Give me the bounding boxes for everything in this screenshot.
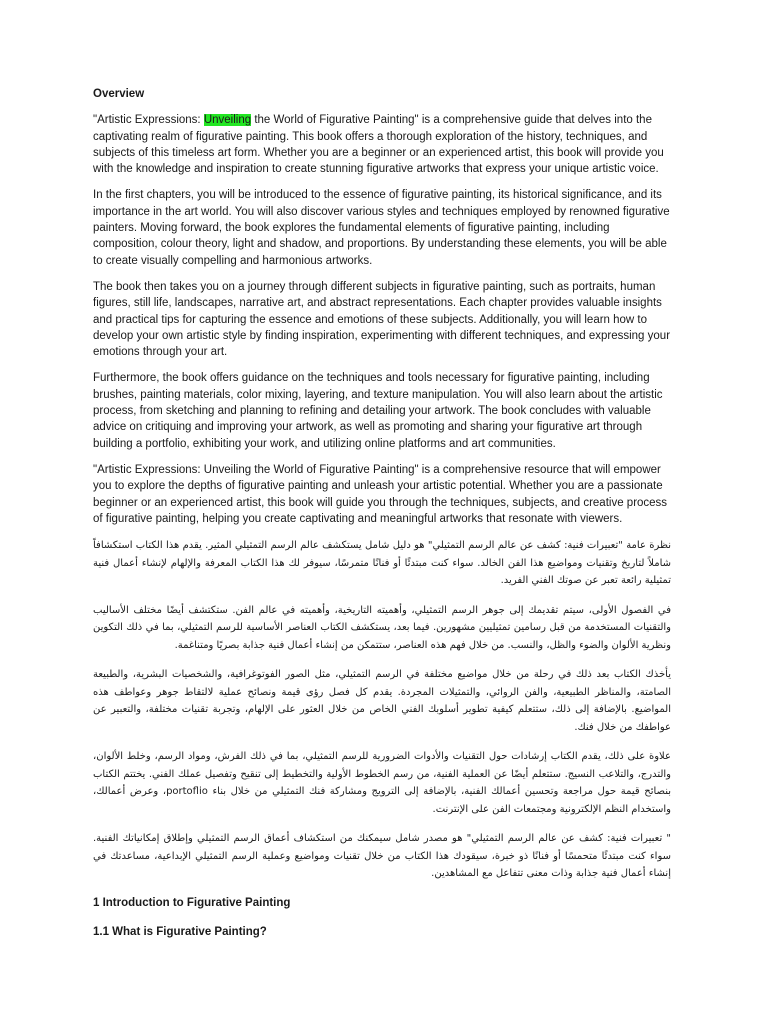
arabic-paragraph-subjects: يأخذك الكتاب بعد ذلك في رحلة من خلال مواضيع مختلفة في الرسم التمثيلي، مثل الصور الفوتوغرافية، والشخصيات البشرية، والطبيعة الصامتة، والمناظر الطبيعية، والفن الروائي، والتمثيلات المجردة. يقدم كل فصل رؤى قيمة ونصائح عملية لالتقاط جوهر وعواطف هذه المواضيع. بالإضافة إلى ذلك، ستتعلم كيفية تطوير أسلوبك الفني الخاص من خلال العثور على الإلهام، وتجربة تقنيات مختلفة، والتعبير عن عواطفك من خلال فنك. [93, 669, 671, 733]
arabic-paragraph-overview: نظرة عامة "تعبيرات فنية: كشف عن عالم الرسم التمثيلي" هو دليل شامل يستكشف عالم الرسم التمثيلي المثير. يقدم هذا الكتاب استكشافاً شاملاً لتاريخ وتقنيات ومواضيع هذا الفن الخالد. سواء كنت مبتدئًا أو فنانًا متمرسًا، سيوفر لك هذا الكتاب المعرفة والإلهام لإنشاء أعمال فنية تمثيلية رائعة تعبر عن صوتك الفني الفريد. [93, 540, 671, 587]
section-heading-1: 1 Introduction to Figurative Painting [93, 896, 291, 909]
overview-heading: Overview [93, 88, 145, 100]
paragraph-techniques: Furthermore, the book offers guidance on the techniques and tools necessary for figurative painting, including brushes, painting materials, color mixing, layering, and texture manipulation. You will also learn about the artistic process, from sketching and planning to refining and detailing your artwork. The book concludes with valuable advice on critiquing and improving your artwork, as well as promoting and sharing your figurative art through building a portfolio, exhibiting your work, and utilizing online platforms and art communities. [93, 372, 663, 450]
arabic-paragraph-techniques: علاوة على ذلك، يقدم الكتاب إرشادات حول التقنيات والأدوات الضرورية للرسم التمثيلي، بما في ذلك الفرش، ومواد الرسم، وخلط الألوان، والتدرج، والتلاعب النسيج. ستتعلم أيضًا عن العملية الفنية، من رسم الخطوط الأولية والتخطيط إلى تنقيح وتفصيل عملك الفني. يختتم الكتاب بنصائح قيمة حول مراجعة وتحسين أعمالك الفنية، بالإضافة إلى الترويج ومشاركة فنك التمثيلي من خلال بناء portoflio، وعرض أعمالك، واستخدام النظم الإلكترونية ومجتمعات الفن على الإنترنت. [93, 751, 671, 815]
paragraph-intro [93, 112, 671, 177]
paragraph-first-chapters: In the first chapters, you will be introduced to the essence of figurative painting, its historical significance, and its importance in the art world. You will also discover various styles and techniques employed by renowned figurative painters. Moving forward, the book explores the fundamental elements of figurative painting, including composition, colour theory, light and shadow, and proportions. By understanding these elements, you will be able to create visually compelling and harmonious artworks. [93, 189, 670, 267]
intro-text-rest: the World of Figurative Painting" is a comprehensive guide that delves into the captivating realm of figurative painting. This book offers a thorough exploration of the history, techniques, and subjects of this timeless art form. Whether you are a beginner or an experienced artist, this book will provide you with the knowledge and inspiration to create stunning figurative artworks that express your unique artistic voice. [93, 114, 664, 176]
highlighted-word: Unveiling [203, 114, 252, 127]
document-page [93, 86, 671, 953]
arabic-paragraph-summary: " تعبيرات فنية: كشف عن عالم الرسم التمثيلي" هو مصدر شامل سيمكنك من استكشاف أعماق الرسم التمثيلي وإطلاق إمكانياتك الفنية. سواء كنت مبتدئًا متحمسًا أو فنانًا ذو خبرة، سيقودك هذا الكتاب من خلال تقنيات ومواضيع وعملية الرسم التمثيلي الإبداعية، مساعدتك في إنشاء أعمال فنية جذابة وذات معنى تتفاعل مع المشاهدين. [93, 833, 671, 880]
paragraph-summary: "Artistic Expressions: Unveiling the World of Figurative Painting" is a comprehensive resource that will empower you to explore the depths of figurative painting and unleash your artistic potential. Whether you are a passionate beginner or an experienced artist, this book will guide you through the techniques, subjects, and creative process of figurative painting, helping you create captivating and meaningful artworks that resonate with viewers. [93, 463, 668, 525]
intro-text-start: "Artistic Expressions: [93, 114, 204, 127]
arabic-paragraph-first-chapters: في الفصول الأولى، سيتم تقديمك إلى جوهر الرسم التمثيلي، وأهميته التاريخية، وأهميته في عالم الفن. ستكتشف أيضًا مختلف الأساليب والتقنيات المستخدمة من قبل رسامين تمثيليين مشهورين. فيما بعد، يستكشف الكتاب العناصر الأساسية للرسم التمثيلي، بما في ذلك التكوين ونظرية الألوان والضوء والظل، والنسب. من خلال فهم هذه العناصر، ستتمكن من إنشاء أعمال فنية جذابة بصريًا ومتناغمة. [93, 604, 671, 651]
section-heading-1-1: 1.1 What is Figurative Painting? [93, 925, 267, 938]
paragraph-subjects: The book then takes you on a journey through different subjects in figurative painting, such as portraits, human figures, still life, landscapes, narrative art, and abstract representations. Each chapter provides valuable insights and practical tips for capturing the essence and emotions of these subjects. Additionally, you will learn how to develop your own artistic style by finding inspiration, experimenting with different techniques, and expressing your emotions through your art. [93, 280, 671, 359]
